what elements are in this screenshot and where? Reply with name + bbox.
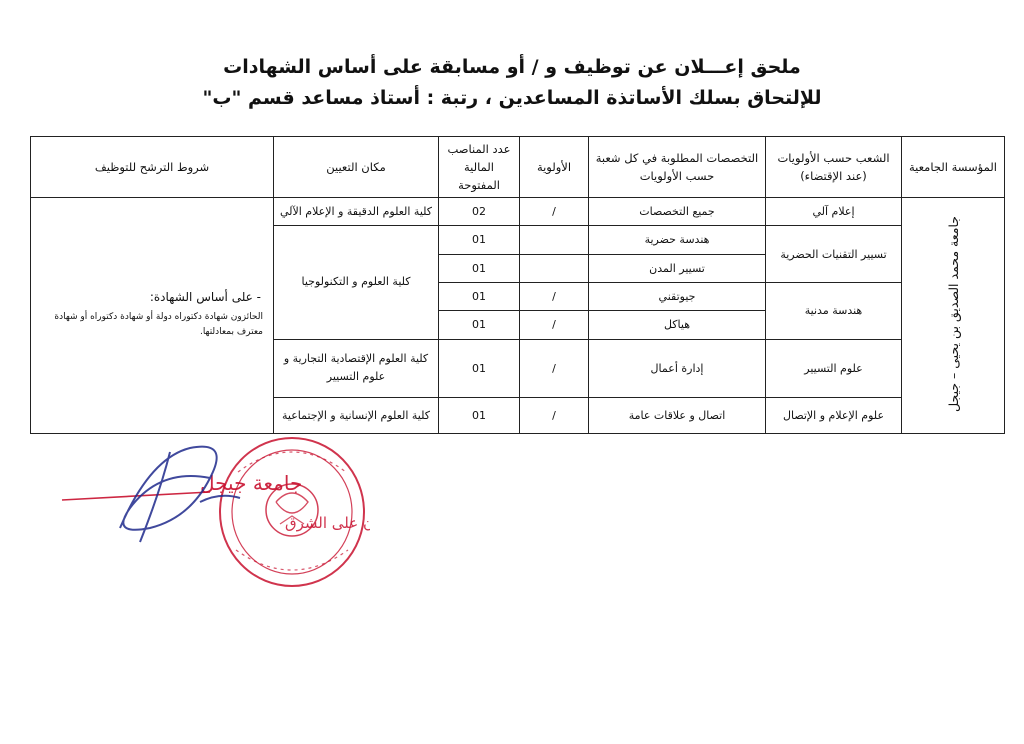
positions-cell: 01 bbox=[439, 398, 520, 434]
announcement-subtitle: للإلتحاق بسلك الأساتذة المساعدين ، رتبة : أستاذ مساعد قسم "ب" bbox=[202, 87, 822, 109]
branch-cell: إعلام آلي bbox=[766, 197, 902, 225]
priority-cell bbox=[520, 254, 589, 282]
header-positions-label: عدد المناصب bbox=[447, 141, 511, 156]
priority-cell: / bbox=[520, 339, 589, 398]
stamp-text-line1: جامعة جيجل bbox=[200, 471, 303, 495]
specialty-cell: جيوتقني bbox=[589, 282, 766, 310]
table-row bbox=[31, 197, 1005, 225]
branch-cell: علوم الإعلام و الإتصال bbox=[766, 398, 902, 434]
stamp-graphic bbox=[50, 432, 370, 592]
specialty-cell: تسيير المدن bbox=[589, 254, 766, 282]
header-row bbox=[31, 137, 1005, 198]
positions-cell: 01 bbox=[439, 339, 520, 398]
header-institution: المؤسسة الجامعية bbox=[902, 137, 1005, 198]
header-branches-label: الشعب حسب الأولويات bbox=[777, 150, 890, 165]
stamps-area bbox=[50, 432, 370, 592]
branch-cell: هندسة مدنية bbox=[766, 282, 902, 339]
place-cell: كلية العلوم الإقتصادية التجارية و علوم التسيير bbox=[274, 339, 439, 398]
priority-cell: / bbox=[520, 311, 589, 339]
positions-cell: 02 bbox=[439, 197, 520, 225]
priority-cell bbox=[520, 226, 589, 254]
conditions-text: الحائزون شهادة دكتوراه دولة أو شهادة دكتوراه أو شهادة معترف بمعادلتها. bbox=[54, 312, 263, 338]
place-cell: كلية العلوم الدقيقة و الإعلام الآلي bbox=[274, 197, 439, 225]
stamp-text-line2: ن على الشرق bbox=[285, 514, 370, 532]
header-branches-note: (عند الإقتضاء) bbox=[800, 168, 867, 183]
place-cell: كلية العلوم و التكنولوجيا bbox=[274, 226, 439, 339]
positions-table bbox=[30, 136, 1005, 434]
header-conditions: شروط الترشح للتوظيف bbox=[31, 137, 274, 198]
specialty-cell: هندسة حضرية bbox=[589, 226, 766, 254]
header-specialties-note: حسب الأولويات bbox=[639, 168, 715, 183]
header-priority: الأولوية bbox=[520, 137, 589, 198]
priority-cell: / bbox=[520, 282, 589, 310]
header-branches bbox=[766, 137, 902, 198]
conditions-cell bbox=[31, 197, 274, 433]
positions-cell: 01 bbox=[439, 282, 520, 310]
priority-cell: / bbox=[520, 197, 589, 225]
branch-cell: تسيير التقنيات الحضرية bbox=[766, 226, 902, 283]
institution-name: جامعة محمد الصديق بن يحيى – جيجل bbox=[945, 215, 961, 412]
announcement-title: ملحق إعـــلان عن توظيف و / أو مسابقة على أساس الشهادات bbox=[223, 56, 801, 78]
specialty-cell: هياكل bbox=[589, 311, 766, 339]
header-positions bbox=[439, 137, 520, 198]
institution-cell bbox=[902, 197, 1005, 433]
header-place: مكان التعيين bbox=[274, 137, 439, 198]
header-positions-note: المالية المفتوحة bbox=[458, 159, 500, 192]
positions-cell: 01 bbox=[439, 226, 520, 254]
positions-cell: 01 bbox=[439, 254, 520, 282]
priority-cell: / bbox=[520, 398, 589, 434]
branch-cell: علوم التسيير bbox=[766, 339, 902, 398]
specialty-cell: اتصال و علاقات عامة bbox=[589, 398, 766, 434]
header-specialties-label: التخصصات المطلوبة في كل شعبة bbox=[595, 150, 759, 165]
specialty-cell: جميع التخصصات bbox=[589, 197, 766, 225]
conditions-title: - على أساس الشهادة: bbox=[149, 290, 261, 305]
positions-cell: 01 bbox=[439, 311, 520, 339]
header-specialties bbox=[589, 137, 766, 198]
specialty-cell: إدارة أعمال bbox=[589, 339, 766, 398]
official-seal bbox=[220, 438, 364, 586]
place-cell: كلية العلوم الإنسانية و الإجتماعية bbox=[274, 398, 439, 434]
